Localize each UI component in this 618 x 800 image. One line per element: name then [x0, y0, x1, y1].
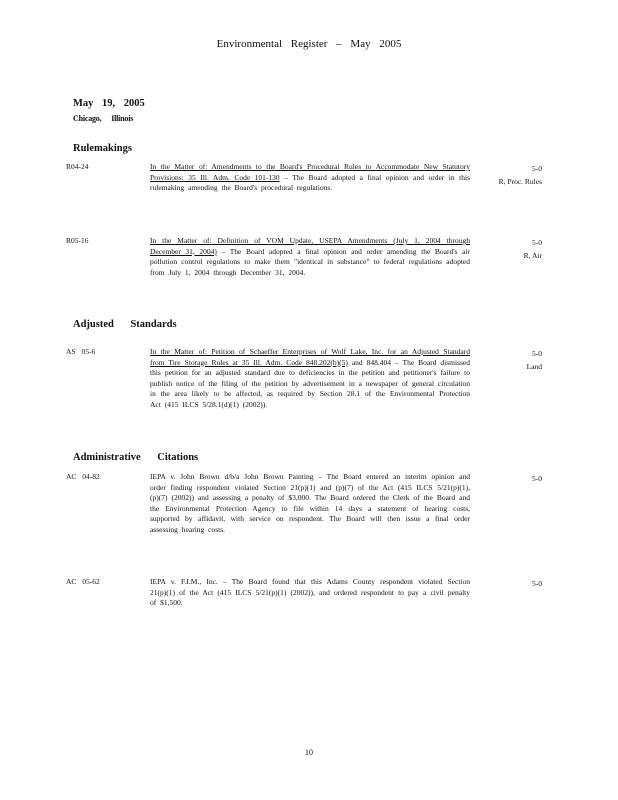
case-text: IEPA v. F.I.M., Inc. – The Board found that this Adams County respondent violated Section 21(p)(1) of the Act (415 ILCS 5/21(p)(1) (2002)), and ordered respondent to pay a civil penalty of $1,500. — [150, 577, 470, 607]
docket-number: AS 05-6 — [66, 347, 96, 356]
case-summary — [150, 236, 470, 278]
case-title: In the Matter of: Amendments to the Board's Procedural Rules to Accommodate New Statutory Provisions: 35 Ill. Adm. Code 101-130 — [150, 162, 470, 182]
case-type: Land — [526, 362, 542, 371]
case-summary — [150, 162, 470, 194]
docket-number: R05-16 — [66, 236, 89, 245]
vote-column — [482, 162, 542, 188]
case-type: R, Air — [523, 251, 542, 260]
docket-number: R04-24 — [66, 162, 89, 171]
meeting-date: May 19, 2005 — [73, 98, 145, 109]
vote-count: 5-0 — [532, 474, 542, 483]
vote-count: 5-0 — [532, 238, 542, 247]
docket-number: AC 04-82 — [66, 472, 100, 481]
case-summary — [150, 347, 470, 410]
case-text: – The Board adopted a final opinion and order in this rulemaking amending the Board's procedural regulations. — [150, 172, 470, 192]
vote-count: 5-0 — [532, 579, 542, 588]
case-title: In the Matter of: Definition of VOM Update, USEPA Amendments (July 1, 2004 through December 31, 2004) — [150, 236, 470, 256]
case-text: and 848.404 – The Board dismissed this petition for an adjusted standard due to deficiencies in the petition and petitioner's failure to publish notice of the filing of the petition by advertisement in a newspaper of general circulation in the area likely to be affected, as required by Section 28.1 of the Environmental Protection Act (415 ILCS 5/28.1(d)(1) (2002)). — [150, 357, 470, 409]
docket-number: AC 05-62 — [66, 577, 100, 586]
vote-column — [482, 472, 542, 485]
vote-column — [482, 236, 542, 262]
section-heading-rulemakings: Rulemakings — [73, 143, 132, 154]
vote-count: 5-0 — [532, 164, 542, 173]
page-number: 10 — [305, 748, 313, 757]
vote-column — [482, 347, 542, 373]
case-summary — [150, 577, 470, 609]
vote-count: 5-0 — [532, 349, 542, 358]
case-text: IEPA v. John Brown d/b/a John Brown Painting – The Board entered an interim opinion and order finding respondent violated Section 21(p)(1) and (p)(7) of the Act (415 ILCS 5/21(p)(1), (p)(7) (2002)) and assessing a penalty of $3,000. The Board ordered the Clerk of the Board and the Environmental Protection Agency to file within 14 days a statement of hearing costs, supported by affidavit, with service on respondent. The Board will then issue a final order assessing hearing costs. — [150, 472, 470, 534]
vote-column — [482, 577, 542, 590]
section-heading-adjusted-standards: Adjusted Standards — [73, 319, 177, 330]
case-title: In the Matter of: Petition of Schaeffer Enterprises of Wolf Lake, Inc. for an Adjusted Standard from Tire Storage Rules at 35 Ill. Adm. Code 848.202(b)(5) — [150, 347, 470, 367]
meeting-location: Chicago, Illinois — [73, 114, 134, 123]
section-heading-administrative-citations: Administrative Citations — [73, 452, 199, 463]
page-header: Environmental Register – May 2005 — [216, 38, 402, 50]
case-text: – The Board adopted a final opinion and order amending the Board's air pollution control regulations to make them "identical in substance" to federal regulations adopted from July 1, 2004 through December 31, 2004. — [150, 246, 470, 277]
case-summary — [150, 472, 470, 535]
case-type: R, Proc. Rules — [498, 177, 542, 186]
